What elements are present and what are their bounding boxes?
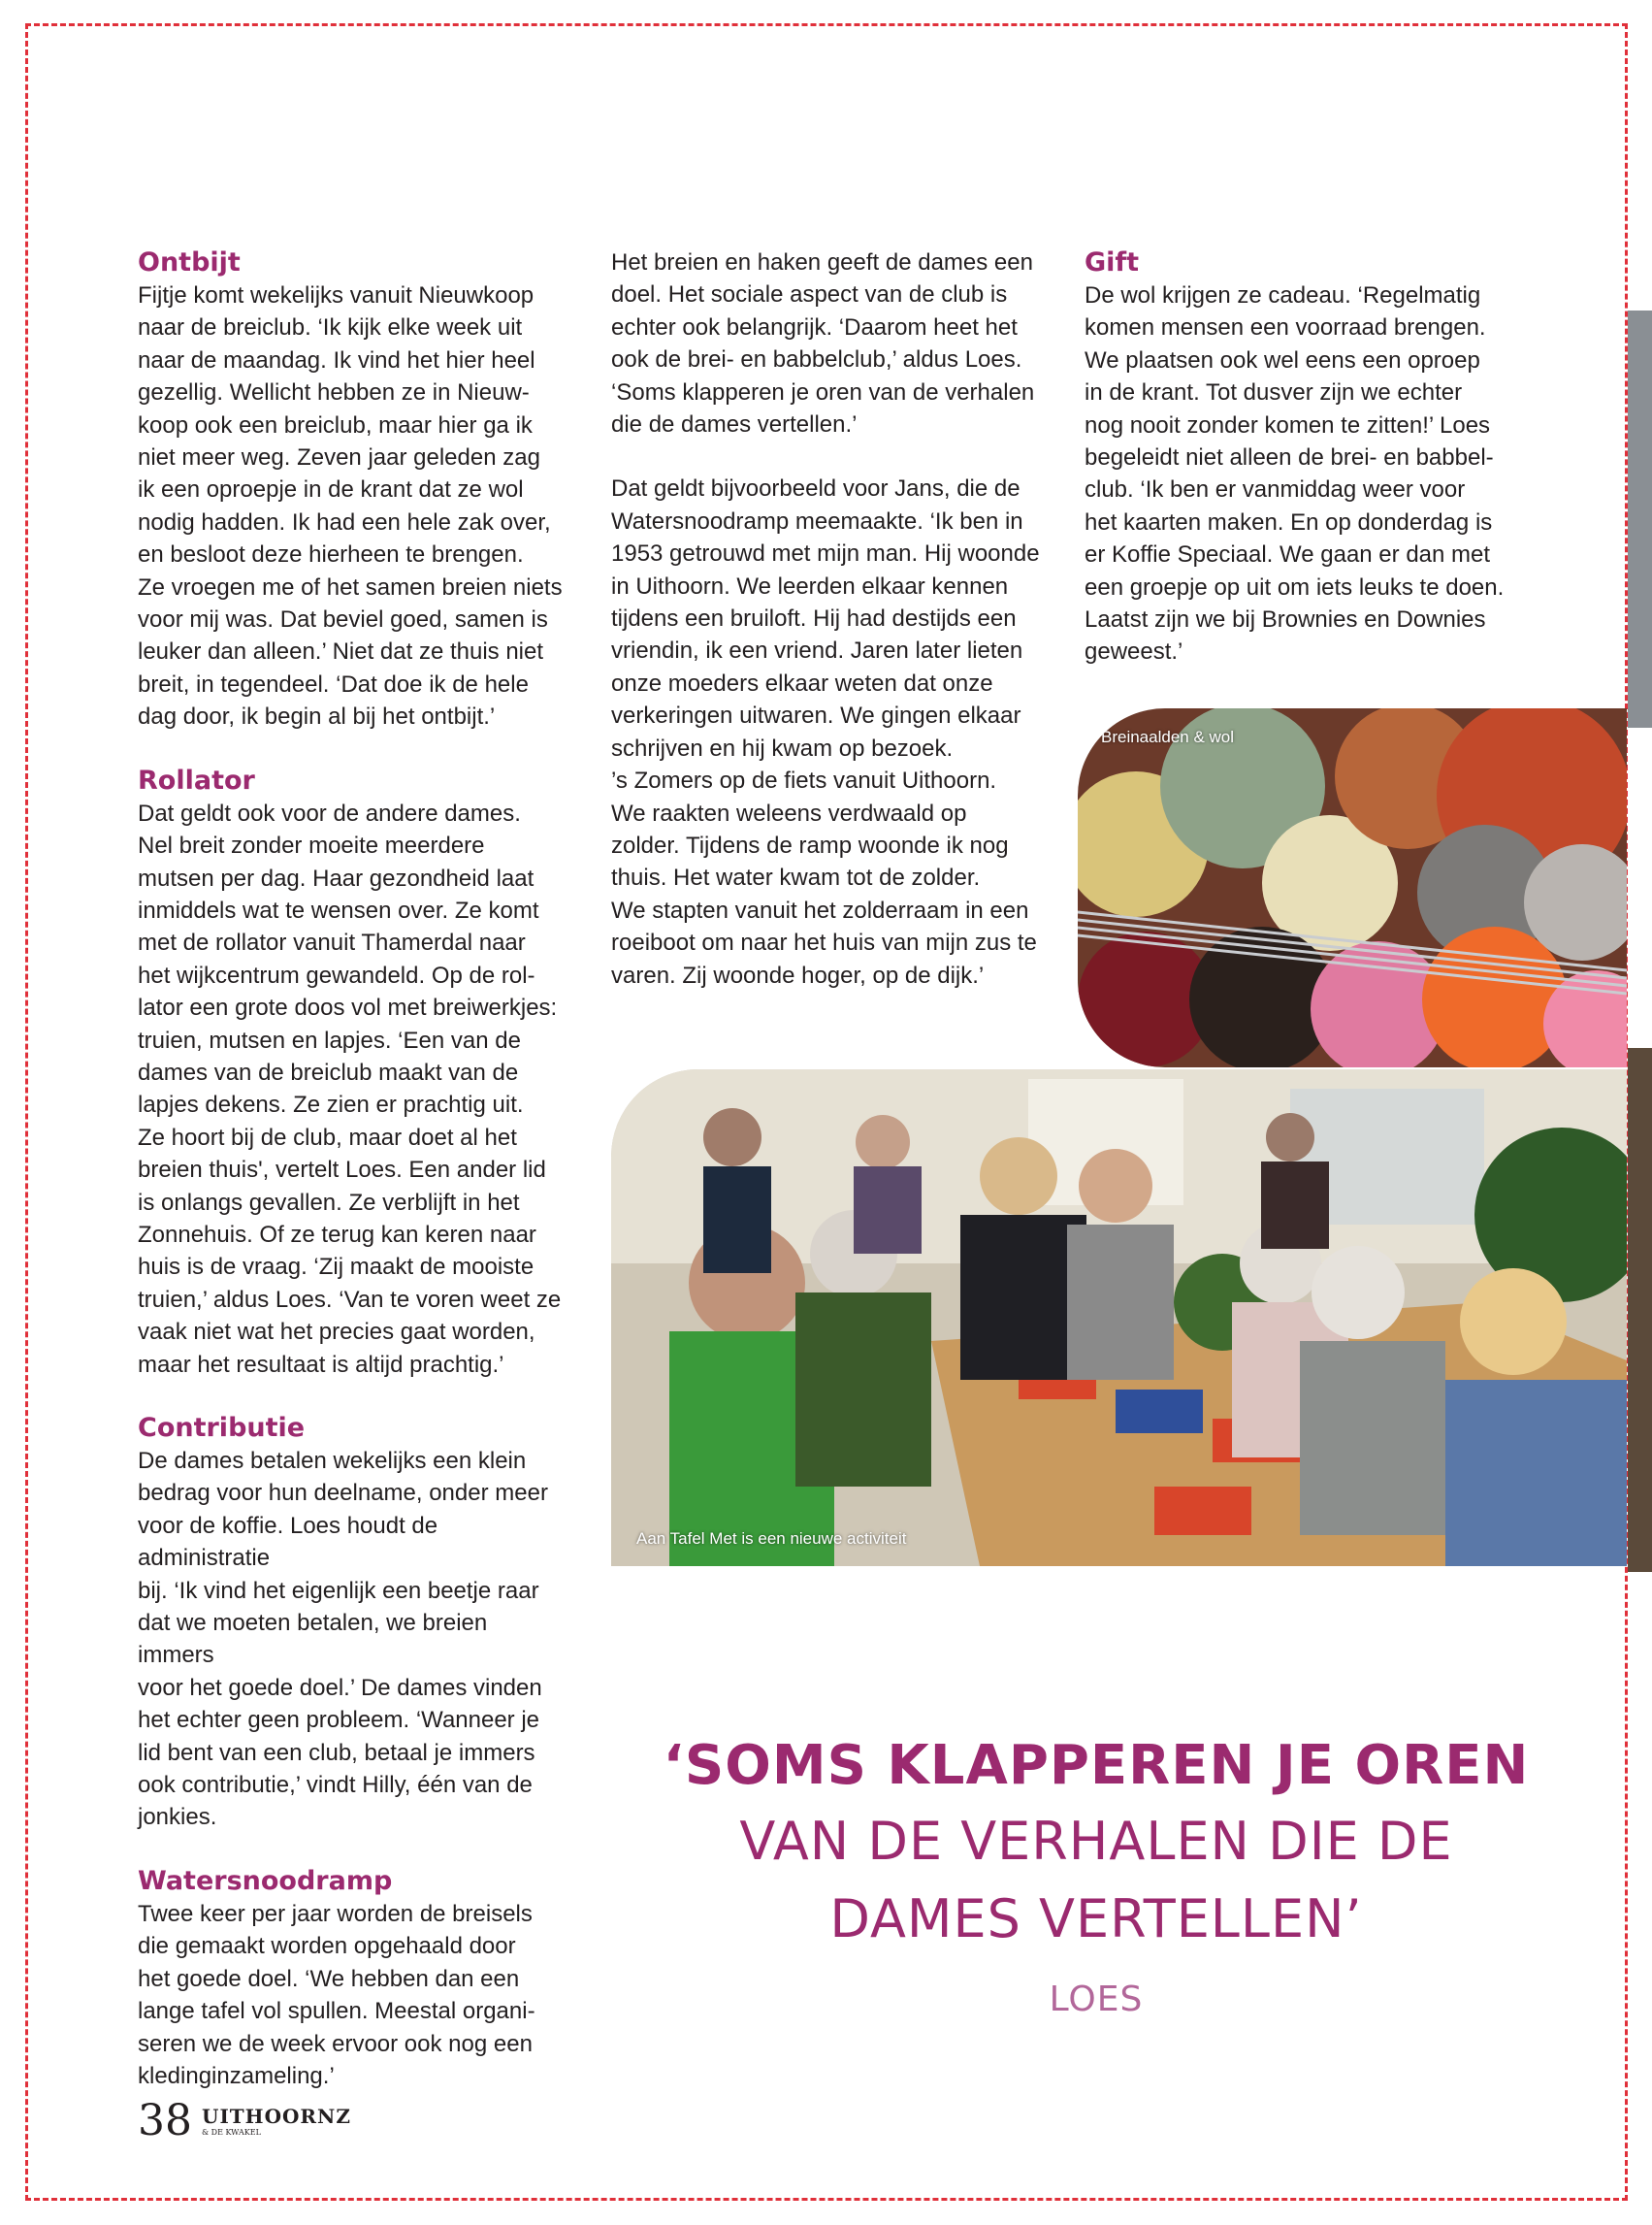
table-illustration bbox=[611, 1069, 1627, 1566]
magazine-logo bbox=[202, 2105, 351, 2137]
wool-photo bbox=[1078, 708, 1627, 1067]
article-column-3 bbox=[1085, 246, 1521, 669]
heading-watersnoodramp: Watersnoodramp bbox=[138, 1865, 393, 1896]
edge-photo-strip bbox=[1628, 311, 1652, 1572]
page-footer bbox=[138, 2088, 351, 2143]
paragraph-contributie: De dames betalen wekelijks een klein bedrag voor hun deelname, onder meer voor de koffie. Loes houdt de administratie bij. ‘Ik vind het eigenlijk een beetje raar dat we moeten betalen, we breien immers voor het goede doel.’ De dames vinden het echter geen probleem. ‘Wanneer je lid bent van een club, betaal je immers ook contributie,’ vindt Hilly, één van de jonkies. bbox=[138, 1448, 548, 1831]
pull-quote-line-2: VAN DE VERHALEN DIE DE bbox=[739, 1811, 1453, 1872]
article-column-1 bbox=[138, 246, 565, 2092]
pull-quote-line-1: ‘SOMS KLAPPEREN JE OREN bbox=[663, 1734, 1530, 1797]
paragraph-rollator: Dat geldt ook voor de andere dames. Nel breit zonder moeite meerdere mutsen per dag. Haar gezondheid laat inmiddels wat te wensen over. Ze komt met de rollator vanuit Thamerdal naar het wijkcentrum gewandeld. Op de rol- lator een grote doos vol met breiwerkjes: truien, mutsen en lapjes. ‘Een van de dames van de breiclub maakt van de lapjes dekens. Ze zien er prachtig uit. Ze hoort bij de club, maar doet al het breien thuis', vertelt Loes. Een ander lid is onlangs gevallen. Ze verblijft in het Zonnehuis. Of ze terug kan keren naar huis is de vraag. ‘Zij maakt de mooiste truien,’ aldus Loes. ‘Van te voren weet ze vaak niet wat het precies gaat worden, maar het resultaat is altijd prachtig.’ bbox=[138, 800, 562, 1378]
heading-contributie: Contributie bbox=[138, 1413, 306, 1443]
paragraph-breien-haken: Het breien en haken geeft de dames een doel. Het sociale aspect van de club is echter ook belangrijk. ‘Daarom heet het ook de brei- en babbelclub,’ aldus Loes. ‘Soms klapperen je oren van de verhalen die de dames vertellen.’ bbox=[611, 249, 1035, 439]
wool-illustration bbox=[1078, 708, 1627, 1067]
magazine-logo-sub: & DE KWAKEL bbox=[202, 2128, 261, 2137]
page-number: 38 bbox=[138, 2096, 192, 2145]
article-column-2 bbox=[611, 246, 1048, 992]
heading-rollator: Rollator bbox=[138, 765, 255, 796]
paragraph-watersnoodramp: Twee keer per jaar worden de breisels die gemaakt worden opgehaald door het goede doel. ‘We hebben dan een lange tafel vol spullen. Meestal organi- seren we de week ervoor ook nog een kledinginzameling.’ bbox=[138, 1900, 535, 2089]
paragraph-gift: De wol krijgen ze cadeau. ‘Regelmatig komen mensen een voorraad brengen. We plaatsen ook wel eens een oproep in de krant. Tot dusver zijn we echter nog nooit zonder komen te zitten!’ Loes begeleidt niet alleen de brei- en babbel- club. ‘Ik ben er vanmiddag weer voor het kaarten maken. En op donderdag is er Koffie Speciaal. We gaan er dan met een groepje op uit om iets leuks te doen. Laatst zijn we bij Brownies en Downies geweest.’ bbox=[1085, 282, 1505, 666]
pull-quote-author: LOES bbox=[1049, 1980, 1144, 2019]
magazine-logo-main: UITHOORNZ bbox=[202, 2105, 351, 2128]
wool-photo-caption: Breinaalden & wol bbox=[1101, 728, 1235, 746]
table-photo bbox=[611, 1069, 1627, 1566]
pull-quote-line-3: DAMES VERTELLEN’ bbox=[829, 1888, 1363, 1949]
heading-ontbijt: Ontbijt bbox=[138, 247, 241, 278]
heading-gift: Gift bbox=[1085, 247, 1140, 278]
paragraph-ontbijt: Fijtje komt wekelijks vanuit Nieuwkoop naar de breiclub. ‘Ik kijk elke week uit naar de maandag. Ik vind het hier heel gezellig. Wellicht hebben ze in Nieuw- koop ook een breiclub, maar hier ga ik niet meer weg. Zeven jaar geleden zag ik een oproepje in de krant dat ze wol nodig hadden. Ik had een hele zak over, en besloot deze hierheen te brengen. Ze vroegen me of het samen breien niets voor mij was. Dat beviel goed, samen is leuker dan alleen.’ Niet dat ze thuis niet breit, in tegendeel. ‘Dat doe ik de hele dag door, ik begin al bij het ontbijt.’ bbox=[138, 282, 563, 731]
pull-quote bbox=[621, 1729, 1571, 2024]
edge-photo-illustration bbox=[1628, 311, 1652, 1572]
paragraph-jans: Dat geldt bijvoorbeeld voor Jans, die de Watersnoodramp meemaakte. ‘Ik ben in 1953 getrouwd met mijn man. Hij woonde in Uithoorn. We leerden elkaar kennen tijdens een bruiloft. Hij had destijds een vriendin, ik een vriend. Jaren later lieten onze moeders elkaar weten dat onze verkeringen uitwaren. We gingen elkaar schrijven en hij kwam op bezoek. ’s Zomers op de fiets vanuit Uithoorn. We raakten weleens verdwaald op zolder. Tijdens de ramp woonde ik nog thuis. Het water kwam tot de zolder. We stapten vanuit het zolderraam in een roeiboot om naar het huis van mijn zus te varen. Zij woonde hoger, op de dijk.’ bbox=[611, 475, 1040, 989]
table-photo-caption: Aan Tafel Met is een nieuwe activiteit bbox=[636, 1529, 907, 1548]
